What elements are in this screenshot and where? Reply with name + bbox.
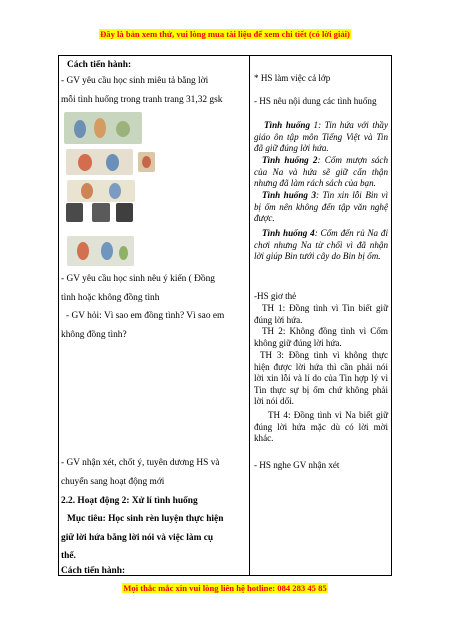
procedure-heading: Cách tiến hành: bbox=[67, 60, 132, 70]
situation-2-illustration-a bbox=[66, 149, 133, 175]
situation-3-illustration-c bbox=[92, 203, 110, 222]
situation-3-text: Tình huống 3: Tin xin lỗi Bin vì bị ốm nên không đến tập văn nghệ được. bbox=[254, 190, 388, 224]
answer-3: TH 3: Đồng tình vì không thực hiện được lời hứa thì cần phải nói lời xin lỗi và lí do của Tin hợp lý vì Tin thực sự bị ốm chứ không phải lời nói dối. bbox=[254, 350, 388, 407]
student-activity: - HS nghe GV nhận xét bbox=[254, 460, 340, 470]
situation-3-illustration-d bbox=[116, 203, 133, 222]
instruction-line: - GV hỏi: Vì sao em đồng tình? Vì sao em bbox=[66, 311, 225, 321]
instruction-line: - GV yêu cầu học sinh miêu tả bằng lời bbox=[61, 76, 209, 86]
instruction-line: chuyển sang hoạt động mới bbox=[61, 477, 165, 487]
top-banner-text: Đây là bản xem thử, vui lòng mua tài liệu để xem chi tiết (có lời giải) bbox=[100, 29, 350, 39]
goal-line: giữ lời hứa bằng lời nói và việc làm cụ bbox=[61, 533, 214, 543]
goal-line: thể. bbox=[61, 551, 76, 561]
answer-4: TH 4: Đồng tình vì Na biết giữ đúng lời hứa mặc dù có lời mời khác. bbox=[254, 410, 388, 444]
instruction-line: mỗi tình huống trong tranh trang 31,32 gsk bbox=[61, 95, 223, 105]
situation-2-illustration-b bbox=[138, 152, 155, 172]
situation-3-illustration-a bbox=[67, 180, 135, 202]
student-activity: * HS làm việc cả lớp bbox=[254, 73, 331, 83]
column-divider bbox=[249, 55, 250, 576]
instruction-line: tình hoặc không đồng tình bbox=[61, 293, 160, 303]
situation-2-text: Tình huống 2: Cốm mượn sách của Na và hứa sẽ giữ cẩn thận nhưng đã làm rách sách của bạn. bbox=[254, 155, 388, 189]
student-activity: -HS giơ thẻ bbox=[254, 291, 297, 301]
situation-3-illustration-b bbox=[66, 203, 83, 222]
bottom-banner-text: Mọi thắc mắc xin vui lòng liên hệ hotline: 084 283 45 85 bbox=[123, 583, 327, 593]
instruction-line: - GV yêu cầu học sinh nêu ý kiến ( Đồng bbox=[61, 274, 215, 284]
instruction-line: không đồng tình? bbox=[61, 330, 127, 340]
activity-2-heading: 2.2. Hoạt động 2: Xử lí tình huống bbox=[61, 496, 198, 506]
answer-1: TH 1: Đồng tình vì Tin biết giữ đúng lời hứa. bbox=[254, 303, 388, 325]
top-banner bbox=[0, 24, 450, 42]
goal-line: Mục tiêu: Học sinh rèn luyện thực hiện bbox=[67, 514, 224, 524]
procedure-heading: Cách tiến hành: bbox=[61, 566, 126, 576]
situation-1-illustration bbox=[64, 112, 142, 144]
situation-1-text: Tình huống 1: Tin hứa với thầy giáo ôn tập môn Tiếng Việt và Tin đã giữ đúng lời hứa. bbox=[254, 120, 388, 154]
situation-4-text: Tình huống 4: Cốm đến rủ Na đi chơi nhưng Na từ chối vì đã nhận lời giúp Bin tưới cây do Bin bị ốm. bbox=[254, 228, 388, 262]
instruction-line: - GV nhận xét, chốt ý, tuyên dương HS và bbox=[61, 458, 220, 468]
answer-2: TH 2: Không đồng tình vì Cốm không giữ đúng lời hứa. bbox=[254, 326, 388, 348]
situation-4-illustration bbox=[67, 236, 134, 266]
student-activity: - HS nêu nội dung các tình huống bbox=[254, 96, 377, 106]
bottom-banner bbox=[0, 578, 450, 596]
